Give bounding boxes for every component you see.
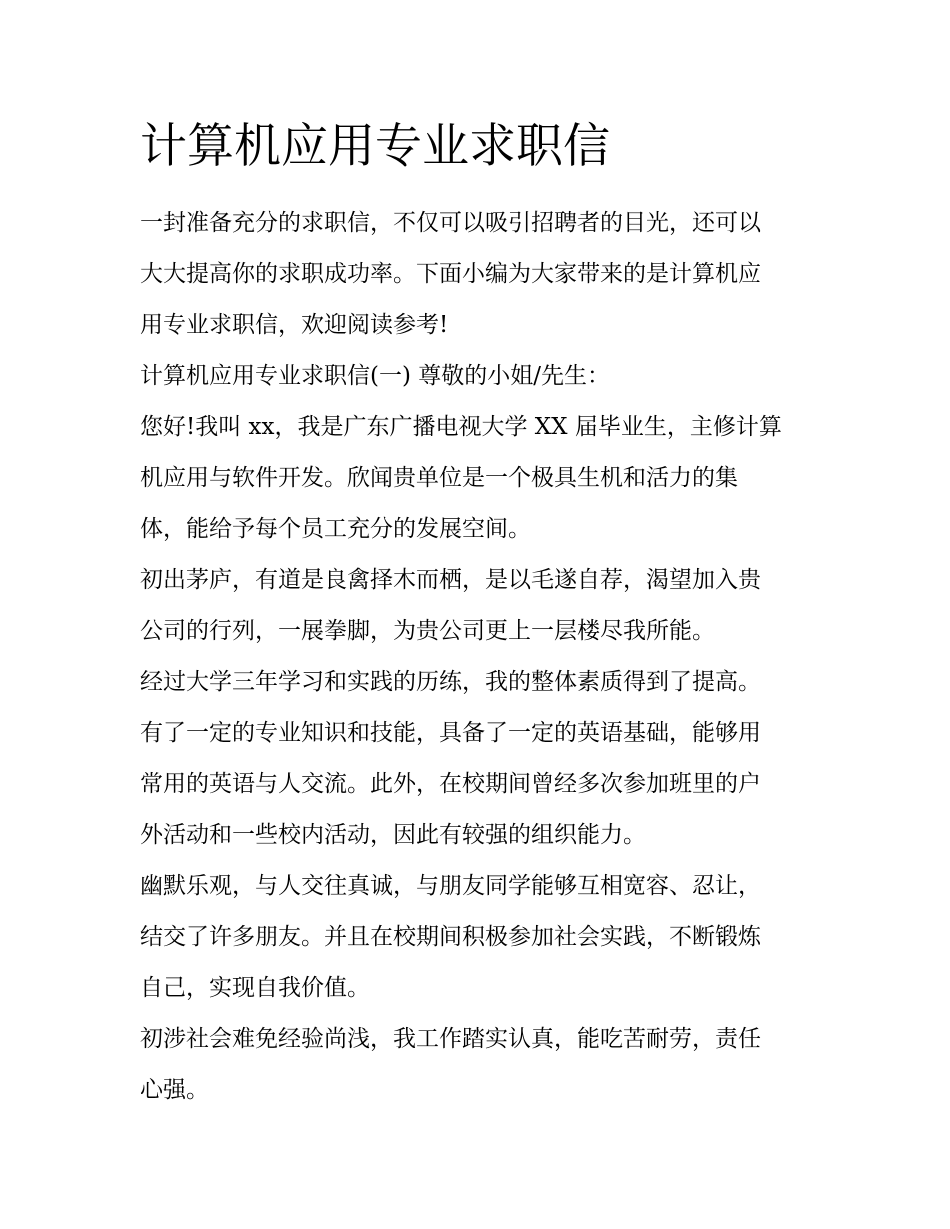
text-line: 经过大学三年学习和实践的历练，我的整体素质得到了提高。 — [140, 669, 761, 695]
text-line: 用专业求职信，欢迎阅读参考! — [140, 312, 449, 338]
text-line: 结交了许多朋友。并且在校期间积极参加社会实践，不断锻炼 — [140, 924, 761, 950]
paragraph-self-introduction — [140, 402, 820, 555]
paragraph-work-attitude — [140, 1014, 820, 1116]
text-line: 公司的行列，一展拳脚，为贵公司更上一层楼尽我所能。 — [140, 618, 715, 644]
text-line: 体，能给予每个员工充分的发展空间。 — [140, 516, 531, 542]
page-title: 计算机应用专业求职信 — [140, 119, 610, 174]
text-line: 初出茅庐，有道是良禽择木而栖，是以毛遂自荐，渴望加入贵 — [140, 567, 761, 593]
text-line: 自己，实现自我价值。 — [140, 975, 370, 1001]
text-line: 您好!我叫 xx，我是广东广播电视大学 XX 届毕业生，主修计算 — [140, 414, 782, 440]
paragraph-education — [140, 657, 820, 861]
text-line: 大大提高你的求职成功率。下面小编为大家带来的是计算机应 — [140, 261, 761, 287]
text-line: 计算机应用专业求职信(一) 尊敬的小姐/先生： — [140, 363, 611, 389]
text-line: 初涉社会难免经验尚浅，我工作踏实认真，能吃苦耐劳，责任 — [140, 1026, 761, 1052]
text-line: 外活动和一些校内活动，因此有较强的组织能力。 — [140, 822, 646, 848]
paragraph-recommendation — [140, 555, 820, 657]
paragraph-intro — [140, 198, 820, 351]
paragraph-salutation — [140, 351, 820, 402]
text-line: 一封准备充分的求职信，不仅可以吸引招聘者的目光，还可以 — [140, 210, 761, 236]
text-line: 有了一定的专业知识和技能，具备了一定的英语基础，能够用 — [140, 720, 761, 746]
text-line: 心强。 — [140, 1077, 209, 1103]
paragraph-personality — [140, 861, 820, 1014]
text-line: 机应用与软件开发。欣闻贵单位是一个极具生机和活力的集 — [140, 465, 738, 491]
text-line: 幽默乐观，与人交往真诚，与朋友同学能够互相宽容、忍让， — [140, 873, 761, 899]
text-line: 常用的英语与人交流。此外，在校期间曾经多次参加班里的户 — [140, 771, 761, 797]
letter-body — [140, 198, 820, 1116]
